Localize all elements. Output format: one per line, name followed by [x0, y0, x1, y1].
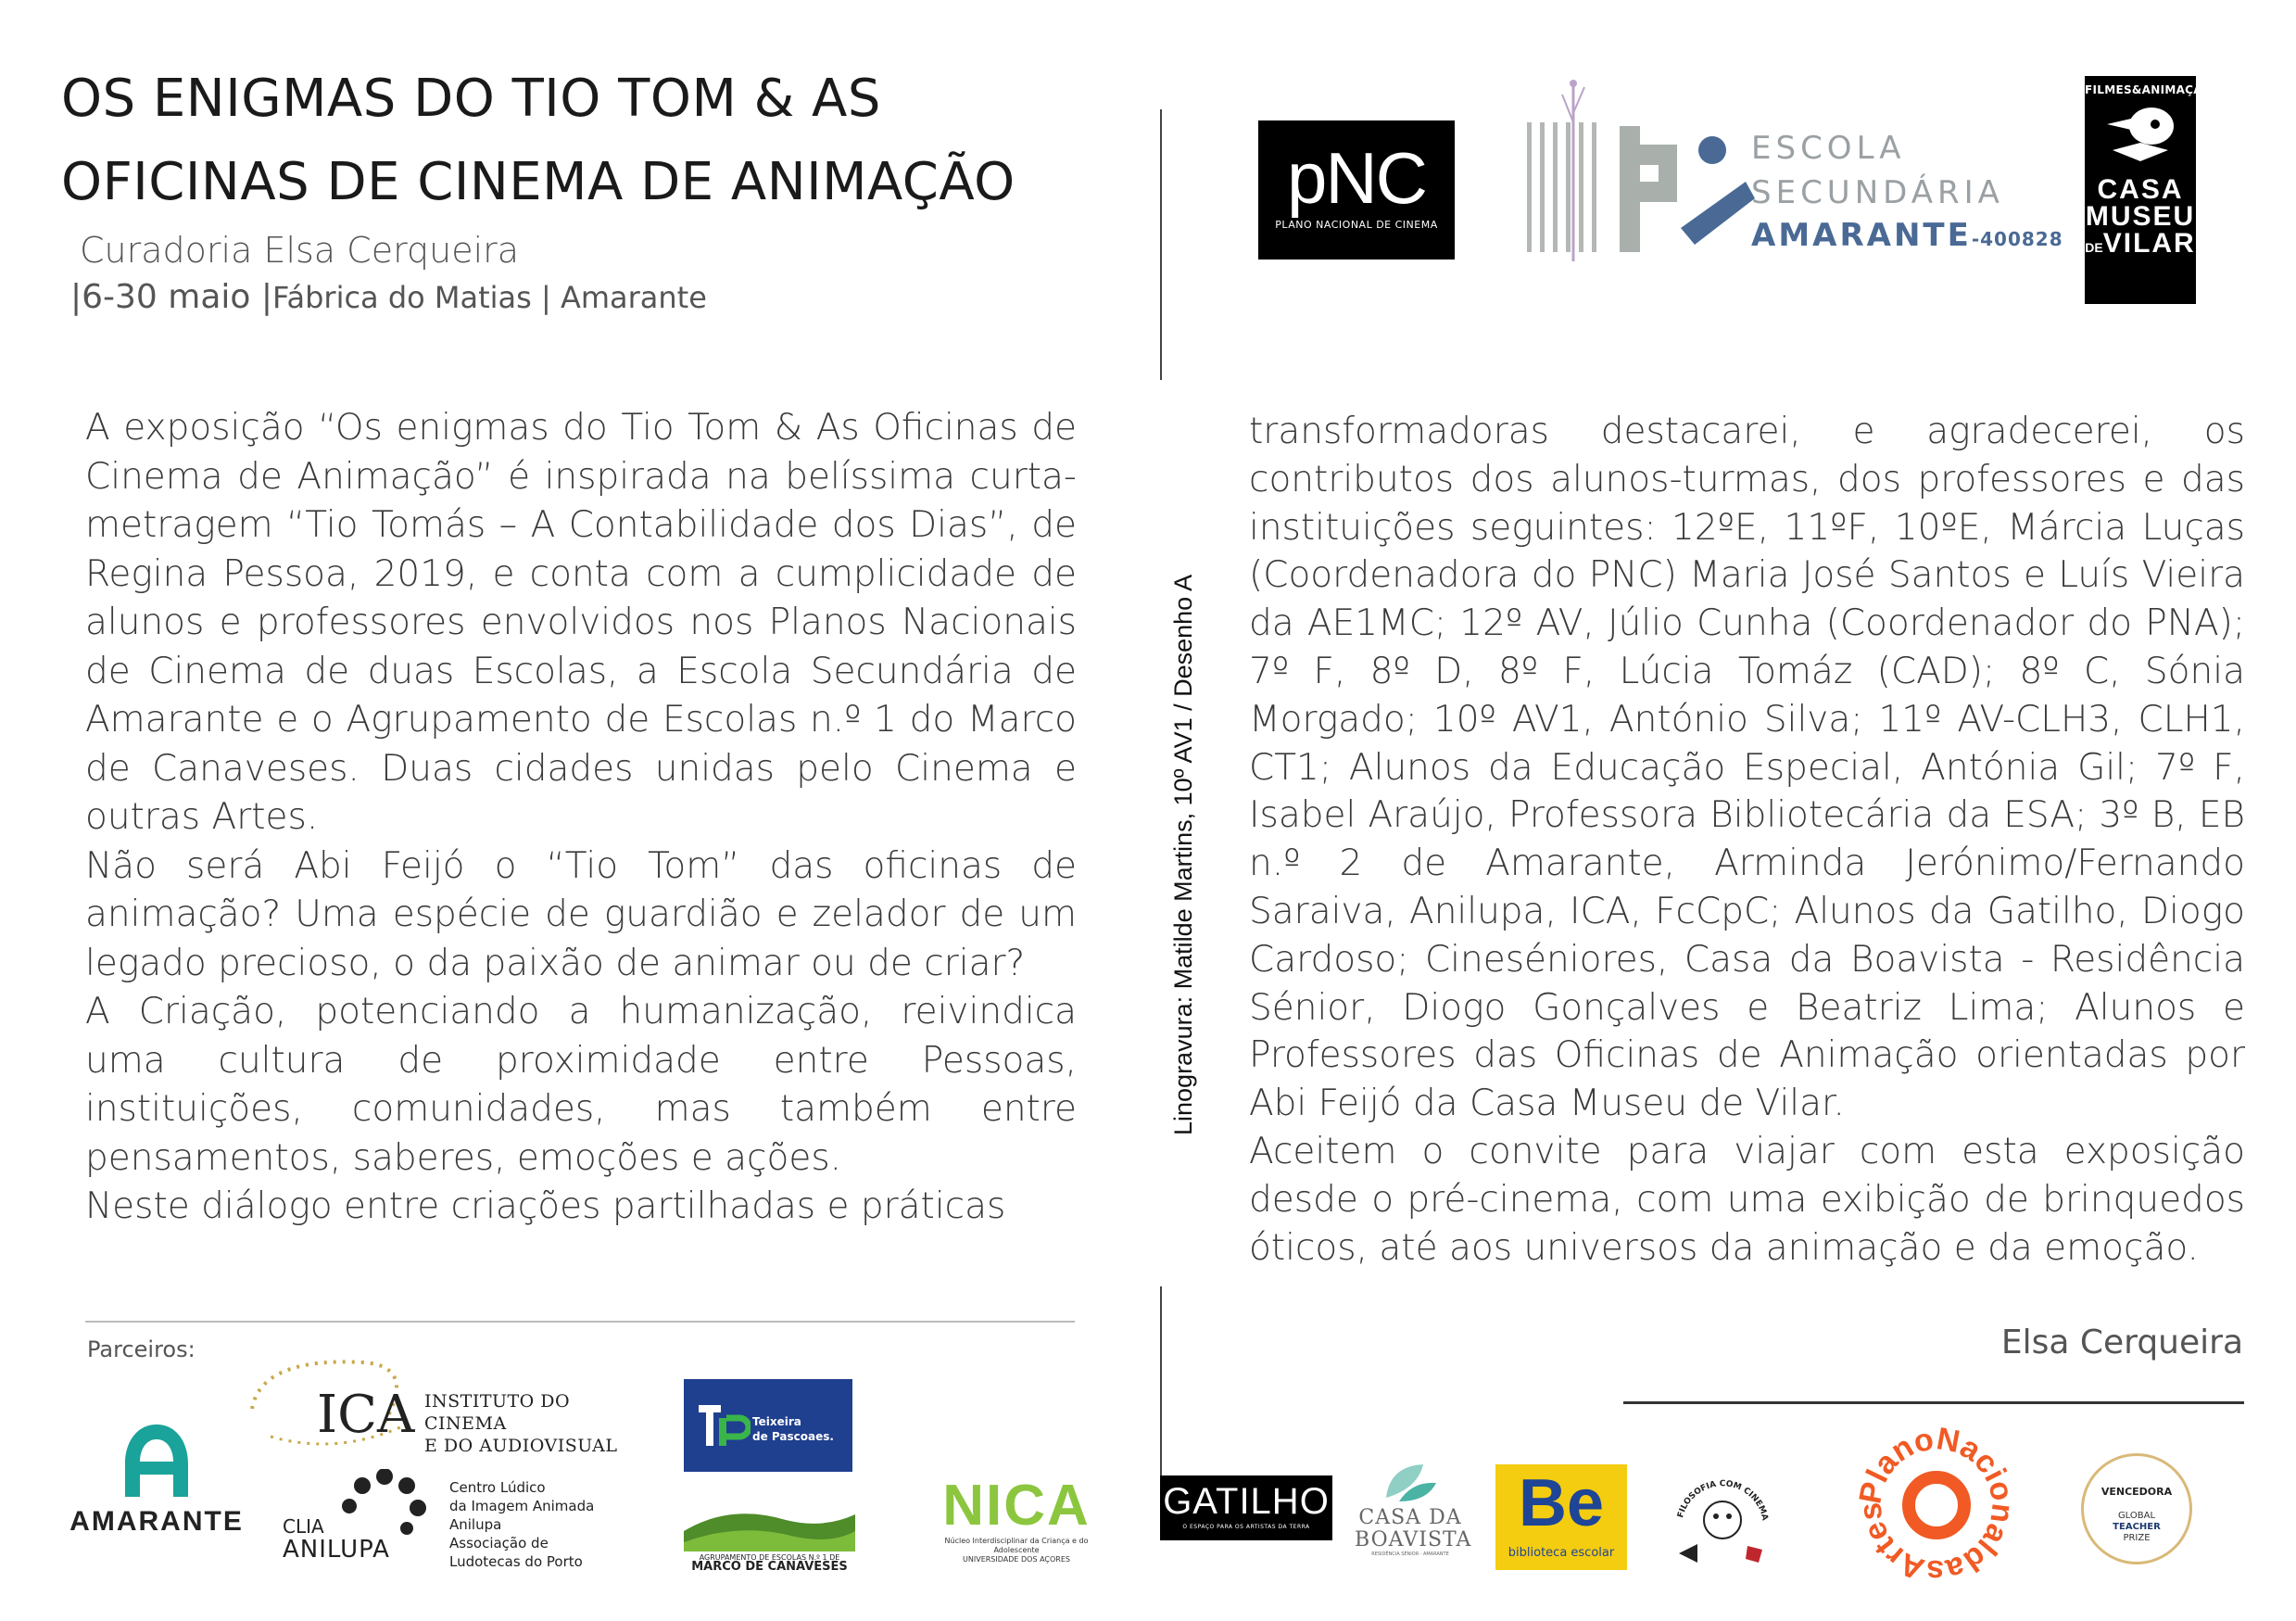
pnc-logo — [1258, 120, 1455, 260]
paragraph-dialogue: Neste diálogo entre criações partilhadas e práticas — [85, 1185, 1006, 1227]
tp-text — [752, 1414, 834, 1444]
ica-wordmark: ICA — [317, 1385, 415, 1445]
global-teacher-prize-logo — [2081, 1453, 2192, 1564]
escola-code: -400828 — [1971, 228, 2063, 250]
venc-line-3: PRIZE — [2123, 1533, 2151, 1543]
anilupa-dots-icon — [331, 1469, 433, 1543]
be-wordmark: Be — [1518, 1466, 1605, 1540]
casa-da-boavista-logo — [1355, 1461, 1472, 1563]
pnc-logo-mark: pNC — [1286, 137, 1427, 219]
illustration-credit: Linogravura: Matilde Martins, 10º AV1 / Desenho A — [1169, 574, 1197, 1135]
casa-museu-vilar-logo — [2085, 76, 2213, 304]
casa-word-vilar: VILAR — [2102, 228, 2196, 259]
nica-wordmark-text: NICA — [942, 1474, 1091, 1538]
gatilho-logo — [1160, 1475, 1332, 1540]
anilupa-desc-line: Associação de — [449, 1535, 549, 1551]
dates-location — [70, 278, 707, 316]
filo-arc-text: FILOSOFIA COM CINEMA — [1676, 1479, 1770, 1522]
curator-credit: Curadoria Elsa Cerqueira — [80, 230, 520, 271]
title-line-1: OS ENIGMAS DO TIO TOM & AS — [61, 69, 881, 129]
boavista-line-1: CASA DA — [1358, 1506, 1462, 1529]
amarante-logo — [57, 1423, 256, 1543]
venc-line-1: GLOBAL — [2117, 1511, 2156, 1521]
ica-logo — [243, 1353, 650, 1455]
tp-mark-icon — [699, 1399, 751, 1451]
venc-top: VENCEDORA — [2100, 1486, 2173, 1498]
casa-word-2: MUSEU — [2085, 201, 2196, 232]
film-head-icon — [1670, 1453, 1775, 1570]
vertical-bars-icon — [1527, 122, 1610, 252]
paragraph-invitation: Aceitem o convite para viajar com esta exposição desde o pré-cinema, com uma exibição de brinquedos óticos, até aos universos da animação e da emoção. — [1249, 1130, 2245, 1269]
paragraph-question: Não será Abi Feijó o “Tio Tom” das oficinas de animação? Uma espécie de guardião e zelador de um legado precioso, o da paixão de animar ou de criar? — [85, 844, 1077, 984]
ica-inst-line-1: INSTITUTO DO CINEMA — [424, 1391, 571, 1434]
venc-line-2: TEACHER — [2113, 1522, 2161, 1532]
marco-line-2: MARCO DE CANAVESES — [691, 1560, 848, 1574]
school-emblem-icon — [1616, 126, 1773, 252]
amarante-a-icon — [120, 1423, 194, 1499]
escola-secundaria-amarante-logo — [1527, 67, 2063, 269]
partners-label: Parceiros: — [87, 1336, 196, 1362]
body-text-left-column — [85, 404, 1077, 1232]
biblioteca-escolar-logo — [1495, 1464, 1627, 1570]
bird-book-icon — [2094, 102, 2187, 167]
anilupa-desc-line: Ludotecas do Porto — [449, 1553, 583, 1570]
anilupa-description — [449, 1478, 594, 1571]
dates-text: |6-30 maio | — [70, 278, 273, 316]
gatilho-tagline: O ESPAÇO PARA OS ARTISTAS DA TERRA — [1182, 1524, 1310, 1530]
be-label: biblioteca escolar — [1508, 1546, 1615, 1560]
casa-word-1: CASA — [2097, 174, 2184, 205]
title-line-2: OFICINAS DE CINEMA DE ANIMAÇÃO — [61, 152, 1016, 212]
boavista-tagline: RESIDÊNCIA SÉNIOR · AMARANTE — [1371, 1551, 1449, 1557]
escola-text-line-2: SECUNDÁRIA — [1751, 174, 2004, 211]
paragraph-acknowledgements: transformadoras destacarei, e agradecerei, os contributos dos alunos-turmas, dos professores e das instituições seguintes: 12ºE, 11ºF, 10ºE, Márcia Luças (Coordenadora do PNC) Maria José Santos e Luís Vieira da AE1MC; 12º AV, Júlio Cunha (Coordenador do PNA); 7º F, 8º D, 8º F, Lúcia Tomáz (CAD); 8º C, Sónia Morgado; 10º AV1, António Silva; 11º AV-CLH3, CLH1, CT1; Alunos da Educação Especial, Antónia Gil; 7º F, Isabel Araújo, Professora Bibliotecária da ESA; 3º B, EB n.º 2 de Amarante, Arminda Jerónimo/Fernando Saraiva, Anilupa, ICA, FcCpC; Alunos da Gatilho, Diogo Cardoso; Cineséniores, Casa da Boavista - Residência Sénior, Diogo Gonçalves e Beatriz Lima; Alunos e Professores das Oficinas de Animação orientadas por Abi Feijó da Casa Museu de Vilar. — [1249, 411, 2245, 1125]
nica-wordmark — [928, 1475, 1104, 1537]
nica-logo — [928, 1475, 1104, 1566]
tp-line-2: de Pascoaes. — [752, 1430, 834, 1443]
agrupamento-marco-logo — [684, 1503, 855, 1577]
pna-arc-text: lanoNaci aldasArte — [1859, 1427, 2014, 1583]
venc-prize — [2084, 1511, 2189, 1544]
anilupa-label: ANILUPA — [283, 1536, 390, 1564]
place-text: Fábrica do Matias | Amarante — [272, 280, 707, 315]
marco-line-1: AGRUPAMENTO DE ESCOLAS N.º 1 DE — [699, 1553, 840, 1562]
pna-circle-icon — [1859, 1427, 2014, 1583]
teixeira-de-pascoaes-logo — [684, 1379, 852, 1472]
casa-word-3 — [2085, 230, 2196, 261]
paragraph-intro: A exposição “Os enigmas do Tio Tom & As Oficinas de Cinema de Animação” é inspirada na belíssima curta-metragem “Tio Tomás – A Contabilidade dos Dias”, de Regina Pessoa, 2019, e conta com a cumplicidade de alunos e professores envolvidos nos Planos Nacionais de Cinema de duas Escolas, a Escola Secundária de Amarante e o Agrupamento de Escolas n.º 1 do Marco de Canaveses. Duas cidades unidas pelo Cinema e outras Artes. — [85, 407, 1077, 838]
ica-institution-name — [424, 1390, 650, 1457]
nica-description: Núcleo Interdisciplinar da Criança e do Adolescente — [944, 1537, 1089, 1554]
paragraph-creation: A Criação, potenciando a humanização, reivindica uma cultura de proximidade entre Pessoas, instituições, comunidades, mas também entre pensamentos, saberes, emoções e ações. — [85, 991, 1077, 1179]
anilupa-desc-line: Anilupa — [449, 1516, 502, 1533]
marco-caption — [684, 1553, 855, 1573]
escola-name: AMARANTE — [1751, 217, 1972, 254]
svg-text:PlanoNacionaldasArtes — [1859, 1427, 2014, 1583]
amarante-wordmark: AMARANTE — [69, 1506, 244, 1537]
nica-university: UNIVERSIDADE DOS AÇORES — [963, 1555, 1070, 1564]
casa-museu-tagline: FILMES&ANIMAÇÃO — [2085, 83, 2213, 96]
tp-line-1: Teixeira — [752, 1415, 801, 1428]
casa-museu-wordmark — [2085, 176, 2196, 261]
pnc-logo-caption: PLANO NACIONAL DE CINEMA — [1275, 219, 1438, 231]
exhibition-title — [61, 57, 1173, 224]
anilupa-desc-line: Centro Lúdico — [449, 1479, 546, 1496]
plano-nacional-artes-logo — [1859, 1427, 2014, 1583]
partners-divider — [85, 1321, 1075, 1323]
escola-text-line-3 — [1751, 217, 2063, 254]
boavista-line-2: BOAVISTA — [1355, 1528, 1472, 1551]
svg-text:FILOSOFIA COM CINEMA PARA CRIA — [1670, 1453, 1770, 1522]
clia-label: CLIA — [283, 1515, 324, 1538]
clia-anilupa-logo — [283, 1469, 653, 1571]
gatilho-wordmark: GATILHO — [1163, 1481, 1330, 1522]
signature: Elsa Cerqueira — [2000, 1323, 2243, 1361]
boavista-wordmark — [1355, 1506, 1472, 1551]
filosofia-cinema-criancas-logo — [1670, 1453, 1775, 1570]
ica-inst-line-2: E DO AUDIOVISUAL — [424, 1436, 618, 1456]
signature-line — [1623, 1401, 2244, 1404]
hills-icon — [684, 1503, 855, 1551]
divider-vertical-top — [1160, 109, 1162, 380]
anilupa-desc-line: da Imagem Animada — [449, 1498, 595, 1514]
escola-text-line-1: ESCOLA — [1751, 130, 1906, 167]
leaf-icon — [1381, 1461, 1440, 1505]
body-text-right-column — [1249, 408, 2245, 1272]
casa-word-de: DE — [2085, 240, 2103, 255]
